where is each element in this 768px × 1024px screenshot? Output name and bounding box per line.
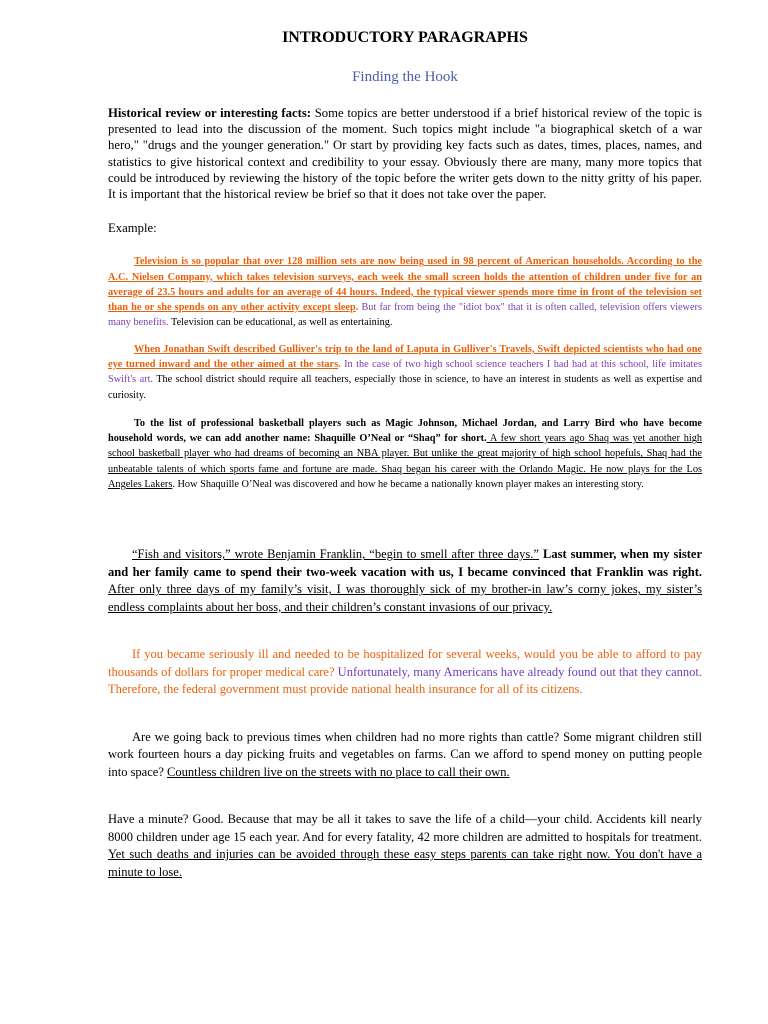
health-question: If you became seriously ill and needed to be hospitalized for several weeks, would you be able to afford to pay thousands of dollars for proper medical care? (108, 647, 702, 679)
paragraph-franklin (108, 546, 702, 616)
example-shaq (108, 416, 702, 492)
example-hook-end: . (338, 359, 341, 370)
example-transition: But far from being the "idiot box" that it is often called, television offers viewers many benefits. (108, 302, 702, 329)
example-thesis: How Shaquille O’Neal was discovered and how he became a nationally known player makes an interesting story. (174, 479, 644, 491)
example-thesis: The school district should require all teachers, especially those in science, to have an interest in students as well as expertise and curiosity. (108, 374, 702, 401)
health-thesis: Therefore, the federal government must provide national health insurance for all of its citizens. (108, 682, 583, 697)
example-transition: In the case of two high school science teachers I had had at this school, life imitates Swift's art. (108, 359, 702, 386)
example-hook: Television is so popular that over 128 million sets are now being used in 98 percent of American households. According to the A.C. Nielsen Company, which takes television surveys, each week the small screen holds the attention of children under five for an average of 23.5 hours and adults for an average of 44 hours. Indeed, the typical viewer spends more time in front of the television set than he or she spends on any other activity except sleep (108, 256, 702, 314)
page-subtitle: Finding the Hook (352, 69, 458, 85)
example-thesis: Television can be educational, as well as entertaining. (168, 317, 393, 329)
example-body-end: . (172, 479, 175, 491)
intro-body: Some topics are better understood if a brief historical review of the topic is presented to lead into the discussion of the moment. Such topics might include "a biographical sketch of a war hero," "drugs and the younger generation." Or start by providing key facts such as dates, times, places, names, and statistics to give historical context and credibility to your essay. Obviously there are many, many more topics that could be introduced by reviewing the history of the topic before the writer gets down to the nitty gritty of his paper. It is important that the historical review be brief so that it does not take over the paper. (108, 106, 702, 202)
example-swift (108, 342, 702, 403)
example-hook: To the list of professional basketball players such as Magic Johnson, Michael Jordan, and Larry Bird who have become household words, we can add another name: Shaquille O’Neal or “Shaq” for short (108, 417, 702, 445)
example-hook-end: . (355, 302, 359, 314)
health-middle: Unfortunately, many Americans have already found out that they cannot. (334, 664, 702, 679)
franklin-thesis: Last summer, when my sister and her family came to spend their two-week vacation with us, I became convinced that Franklin was right. (108, 547, 702, 579)
cattle-body: Are we going back to previous times when children had no more rights than cattle? Some migrant children still work fourteen hours a day picking fruits and vegetables on farms. Can we afford to spend money on putting people into space? (108, 729, 702, 779)
example-hook-end: . (484, 433, 487, 445)
page-title: INTRODUCTORY PARAGRAPHS (282, 29, 528, 46)
intro-paragraph (108, 105, 702, 202)
example-body: A few short years ago Shaq was yet another high school basketball player who had dreams of becoming an NBA player. But unlike the great majority of high school hopefuls, Shaq had the unbeatable talents of which sports fame and fortune are made. Shaq began his career with the Orlando Magic. He now plays for the Los Angeles Lakers (108, 433, 703, 491)
example-label: Example: (108, 221, 157, 236)
paragraph-health (108, 646, 702, 699)
document-page (108, 28, 702, 881)
franklin-quote: “Fish and visitors,” wrote Benjamin Franklin, “begin to smell after three days.” (132, 547, 539, 562)
paragraph-cattle (108, 729, 702, 782)
franklin-support: After only three days of my family’s visit, I was thoroughly sick of my brother-in law’s corny jokes, my sister’s endless complaints about her boss, and their children’s constant invasions of our privacy. (108, 582, 702, 614)
example-hook: When Jonathan Swift described Gulliver's trip to the land of Laputa in Gulliver's Travels, Swift depicted scientists who had one eye turned inward and the other aimed at the stars (108, 343, 702, 370)
example-television (108, 254, 702, 330)
intro-lead: Historical review or interesting facts: (108, 106, 312, 120)
minute-thesis: Yet such deaths and injuries can be avoided through these easy steps parents can take right now. You don't have a minute to lose. (108, 847, 702, 879)
cattle-thesis: Countless children live on the streets with no place to call their own. (167, 764, 510, 779)
minute-body: Have a minute? Good. Because that may be all it takes to save the life of a child—your child. Accidents kill nearly 8000 children under age 15 each year. And for every fatality, 42 more children are admitted to hospitals for treatment. (108, 812, 702, 844)
paragraph-minute (108, 811, 702, 881)
